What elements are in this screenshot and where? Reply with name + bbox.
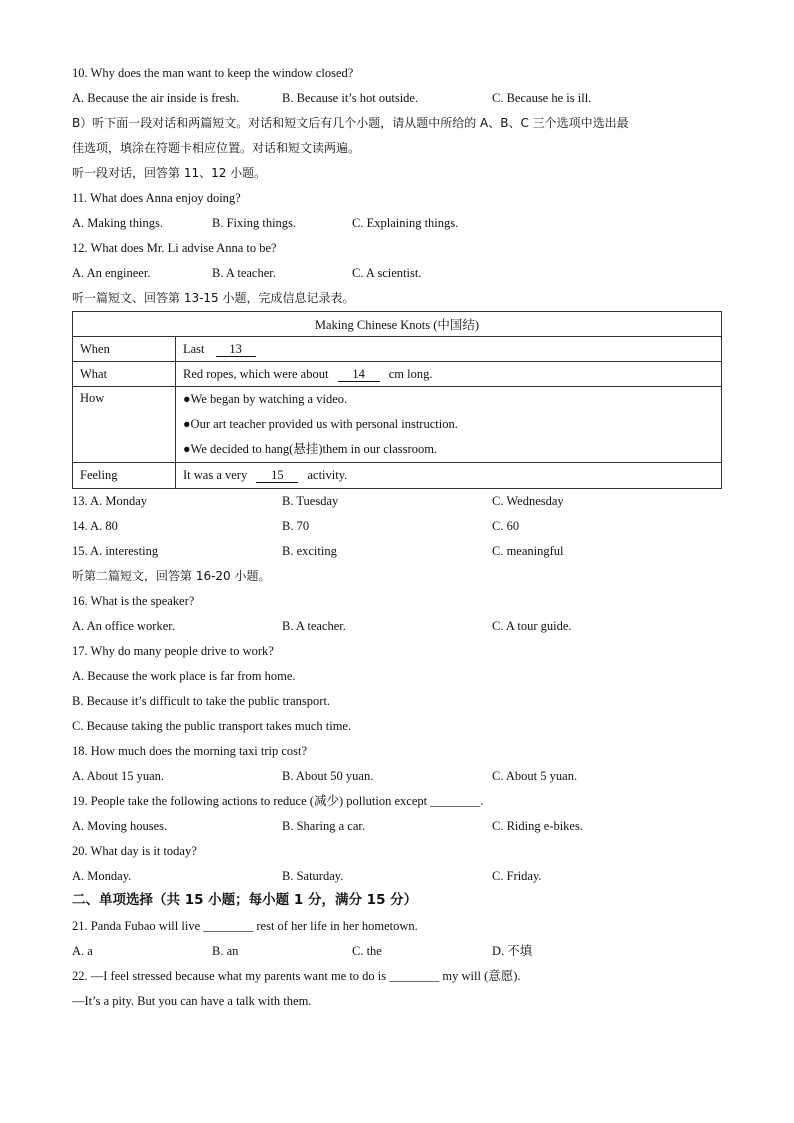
how-item: ●We decided to hang(悬挂)them in our classroom. bbox=[183, 442, 438, 456]
q19-question: 19. People take the following actions to reduce (减少) pollution except ________. bbox=[72, 794, 484, 808]
q19-option-b: B. Sharing a car. bbox=[282, 819, 365, 833]
q21-option-b: B. an bbox=[212, 944, 239, 958]
blank-13: 13 bbox=[216, 342, 256, 357]
section-2-title: 二、单项选择（共 15 小题；每小题 1 分，满分 15 分） bbox=[72, 892, 418, 908]
q15-option-a: 15. A. interesting bbox=[72, 544, 159, 558]
q17-option-a: A. Because the work place is far from home. bbox=[72, 669, 296, 683]
q13-option-b: B. Tuesday bbox=[282, 494, 339, 508]
q21-option-a: A. a bbox=[72, 944, 93, 958]
feeling-label: Feeling bbox=[73, 463, 176, 489]
q10-option-a: A. Because the air inside is fresh. bbox=[72, 91, 240, 105]
q13-option-c: C. Wednesday bbox=[492, 494, 564, 508]
blank-14: 14 bbox=[338, 367, 380, 382]
q10-option-c: C. Because he is ill. bbox=[492, 91, 592, 105]
q17-question: 17. Why do many people drive to work? bbox=[72, 644, 274, 658]
q17-option-b: B. Because it’s difficult to take the public transport. bbox=[72, 694, 331, 708]
q15-option-c: C. meaningful bbox=[492, 544, 564, 558]
q21-question: 21. Panda Fubao will live ________ rest of her life in her hometown. bbox=[72, 919, 418, 933]
q22-question: 22. —I feel stressed because what my parents want me to do is ________ my will (意愿). bbox=[72, 969, 521, 983]
q18-option-a: A. About 15 yuan. bbox=[72, 769, 165, 783]
info-record-table bbox=[72, 311, 722, 489]
q18-question: 18. How much does the morning taxi trip cost? bbox=[72, 744, 308, 758]
q16-option-b: B. A teacher. bbox=[282, 619, 346, 633]
what-suffix: cm long. bbox=[388, 366, 433, 381]
what-label: What bbox=[73, 362, 176, 387]
q16-option-c: C. A tour guide. bbox=[492, 619, 572, 633]
q20-option-b: B. Saturday. bbox=[282, 869, 344, 883]
feeling-suffix: activity. bbox=[307, 468, 348, 482]
q20-option-a: A. Monday. bbox=[72, 869, 132, 883]
q16-question: 16. What is the speaker? bbox=[72, 594, 195, 608]
q20-question: 20. What day is it today? bbox=[72, 844, 197, 858]
q12-option-a: A. An engineer. bbox=[72, 266, 151, 280]
partb-instruction-line2: 佳选项，填涂在符题卡相应位置。对话和短文读两遍。 bbox=[72, 141, 361, 155]
q14-option-b: B. 70 bbox=[282, 519, 310, 533]
q17-option-c: C. Because taking the public transport takes much time. bbox=[72, 719, 352, 733]
how-label: How bbox=[73, 387, 176, 463]
how-item: ●Our art teacher provided us with personal instruction. bbox=[183, 417, 458, 431]
q14-option-c: C. 60 bbox=[492, 519, 520, 533]
q16-option-a: A. An office worker. bbox=[72, 619, 175, 633]
when-label: When bbox=[73, 337, 176, 362]
q13-option-a: 13. A. Monday bbox=[72, 494, 147, 508]
q21-option-d: D. 不填 bbox=[492, 944, 533, 958]
q20-option-c: C. Friday. bbox=[492, 869, 542, 883]
q12-option-c: C. A scientist. bbox=[352, 266, 422, 280]
feeling-prefix: It was a very bbox=[183, 468, 248, 482]
q18-option-c: C. About 5 yuan. bbox=[492, 769, 578, 783]
q19-option-c: C. Riding e-bikes. bbox=[492, 819, 583, 833]
q21-option-c: C. the bbox=[352, 944, 382, 958]
q11-option-a: A. Making things. bbox=[72, 216, 163, 230]
when-prefix: Last bbox=[183, 341, 205, 356]
how-item: ●We began by watching a video. bbox=[183, 392, 348, 406]
how-cell bbox=[176, 387, 722, 463]
q22-response: —It’s a pity. But you can have a talk with them. bbox=[72, 994, 312, 1008]
q14-option-a: 14. A. 80 bbox=[72, 519, 118, 533]
dialogue-instruction: 听一段对话，回答第 11、12 小题。 bbox=[72, 166, 267, 180]
table-title: Making Chinese Knots (中国结) bbox=[73, 312, 722, 337]
q18-option-b: B. About 50 yuan. bbox=[282, 769, 374, 783]
q10-option-b: B. Because it’s hot outside. bbox=[282, 91, 419, 105]
q19-option-a: A. Moving houses. bbox=[72, 819, 168, 833]
q11-option-c: C. Explaining things. bbox=[352, 216, 459, 230]
q12-question: 12. What does Mr. Li advise Anna to be? bbox=[72, 241, 277, 255]
partb-instruction-line1: B）听下面一段对话和两篇短文。对话和短文后有几个小题，请从题中所给的 A、B、C 三个选项中选出最 bbox=[72, 116, 629, 130]
what-prefix: Red ropes, which were about bbox=[183, 366, 329, 381]
passage2-instruction: 听第二篇短文，回答第 16-20 小题。 bbox=[72, 569, 271, 583]
what-cell bbox=[176, 362, 722, 387]
feeling-cell bbox=[176, 463, 722, 489]
q11-option-b: B. Fixing things. bbox=[212, 216, 297, 230]
q11-question: 11. What does Anna enjoy doing? bbox=[72, 191, 241, 205]
q15-option-b: B. exciting bbox=[282, 544, 337, 558]
when-cell bbox=[176, 337, 722, 362]
q12-option-b: B. A teacher. bbox=[212, 266, 276, 280]
blank-15: 15 bbox=[256, 468, 298, 483]
passage1-instruction: 听一篇短文、回答第 13-15 小题，完成信息记录表。 bbox=[72, 291, 355, 305]
q10-question: 10. Why does the man want to keep the window closed? bbox=[72, 66, 354, 80]
